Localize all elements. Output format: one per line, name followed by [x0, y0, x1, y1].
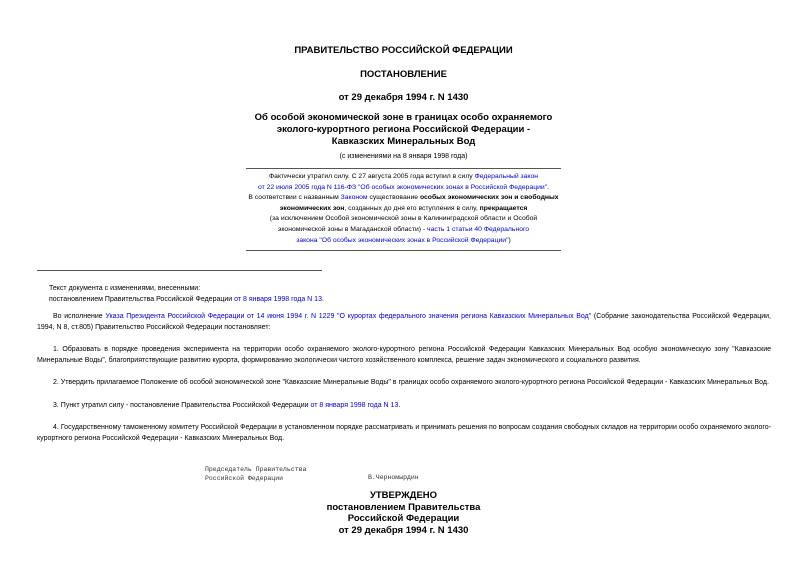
status-text: , созданных до дня его вступления в силу,	[344, 204, 480, 212]
document-title	[200, 112, 607, 148]
amendment-link[interactable]: от 8 января 1998 года N 13	[234, 296, 322, 303]
status-punct: .	[547, 183, 550, 191]
law-link[interactable]: Законом	[340, 194, 368, 202]
approved-line-3: от 29 декабря 1994 г. N 1430	[338, 524, 469, 536]
signature-name: В.Черномырдин	[368, 474, 419, 481]
paragraph-text: Во исполнение	[53, 313, 106, 320]
paragraph-1: 1. Образовать в порядке проведения эксперимента на территории особо охраняемого эколого-курортного региона Российской Федерации Кавказских Минеральных Вод особую экономическую зону "Кавказские Минеральные Воды", благоприятствующие развитию курорта, формированию экологически чистого хозяйственного комплекса, решение задач экономического и социального развития.	[37, 346, 771, 364]
document-date: от 29 декабря 1994 г. N 1430	[338, 92, 469, 103]
paragraph-text: (Собрание законодательства Российской Федерации, 1994, N 8, ст.805) Правительство Российской Федерации постановляет:	[37, 313, 772, 331]
government-header: ПРАВИТЕЛЬСТВО РОССИЙСКОЙ ФЕДЕРАЦИИ	[294, 45, 513, 56]
amendments-note	[49, 283, 749, 305]
amendments-text: постановлением Правительства Российской Федерации	[49, 296, 235, 303]
paragraph-text: 3. Пункт утратил силу - постановление Правительства Российской Федерации	[53, 401, 311, 409]
title-line-1: Об особой экономической зоне в границах особо охраняемого	[254, 112, 553, 123]
federal-law-date-link[interactable]: от 22 июля 2005 года N 116-ФЗ "Об особых экономических зонах в Российской Федерации"	[257, 183, 548, 191]
status-text: экономической зоны в Магаданской области) -	[277, 225, 428, 233]
status-text: Фактически утратил силу. С 27 августа 2005 года вступил в силу	[269, 173, 475, 180]
status-bold-text: экономических зон	[279, 204, 345, 212]
document-body	[37, 312, 771, 444]
status-bold-text: особых экономических зон и свободных	[419, 194, 559, 202]
amendments-punct: .	[321, 296, 324, 303]
amendments-title: Текст документа с изменениями, внесенными:	[49, 285, 201, 292]
paragraph-4: 4. Государственному таможенному комитету Российской Федерации в установленном порядке рассматривать и принимать решения по вопросам создания свободных складов на территории особо охраняемого эколого-курортного региона Российской Федерации - Кавказских Минеральных Вод.	[37, 424, 771, 442]
approved-block	[0, 490, 807, 536]
article-40-link[interactable]: часть 1 статьи 40 Федерального	[427, 225, 530, 233]
federal-law-link[interactable]: Федеральный закон	[474, 173, 538, 180]
title-line-2: эколого-курортного региона Российской Федерации -	[276, 124, 531, 135]
status-text: существование	[367, 194, 420, 202]
repeal-link[interactable]: от 8 января 1998 года N 13	[310, 401, 399, 409]
status-text: (за исключением Особой экономической зоны в Калининградской области и Особой	[269, 215, 538, 223]
status-punct: )	[508, 236, 511, 244]
signature-org: Российской Федерации	[205, 475, 284, 482]
paragraph-punct: .	[398, 401, 401, 409]
paragraph-3	[37, 401, 771, 412]
approved-line-1: постановлением Правительства	[326, 501, 481, 513]
title-line-3: Кавказских Минеральных Вод	[331, 136, 476, 147]
separator-line	[37, 270, 322, 271]
status-text: В соответствии с названным	[248, 194, 341, 202]
document-type: ПОСТАНОВЛЕНИЕ	[360, 69, 447, 80]
presidential-decree-link[interactable]: Указа Президента Российской Федерации от 14 июня 1994 г. N 1229 "О курортах федерального значения региона Кавказских Минеральных Вод"	[105, 313, 592, 320]
approved-title: УТВЕРЖДЕНО	[369, 490, 438, 501]
signature-position: Председатель Правительства	[205, 466, 307, 473]
status-bold-text: прекращается	[479, 204, 528, 212]
changes-note: (с изменениями на 8 января 1998 года)	[339, 153, 468, 160]
approved-line-2: Российской Федерации	[347, 513, 460, 524]
preamble-paragraph	[37, 312, 771, 333]
sez-law-link[interactable]: закона "Об особых экономических зонах в Российской Федерации"	[296, 236, 509, 244]
signature-block	[205, 465, 306, 483]
paragraph-2: 2. Утвердить прилагаемое Положение об особой экономической зоне "Кавказские Минеральные Воды" в границах особо охраняемого эколого-курортного региона Российской Федерации - Кавказских Минеральных Вод.	[53, 379, 769, 386]
status-box	[246, 168, 561, 251]
